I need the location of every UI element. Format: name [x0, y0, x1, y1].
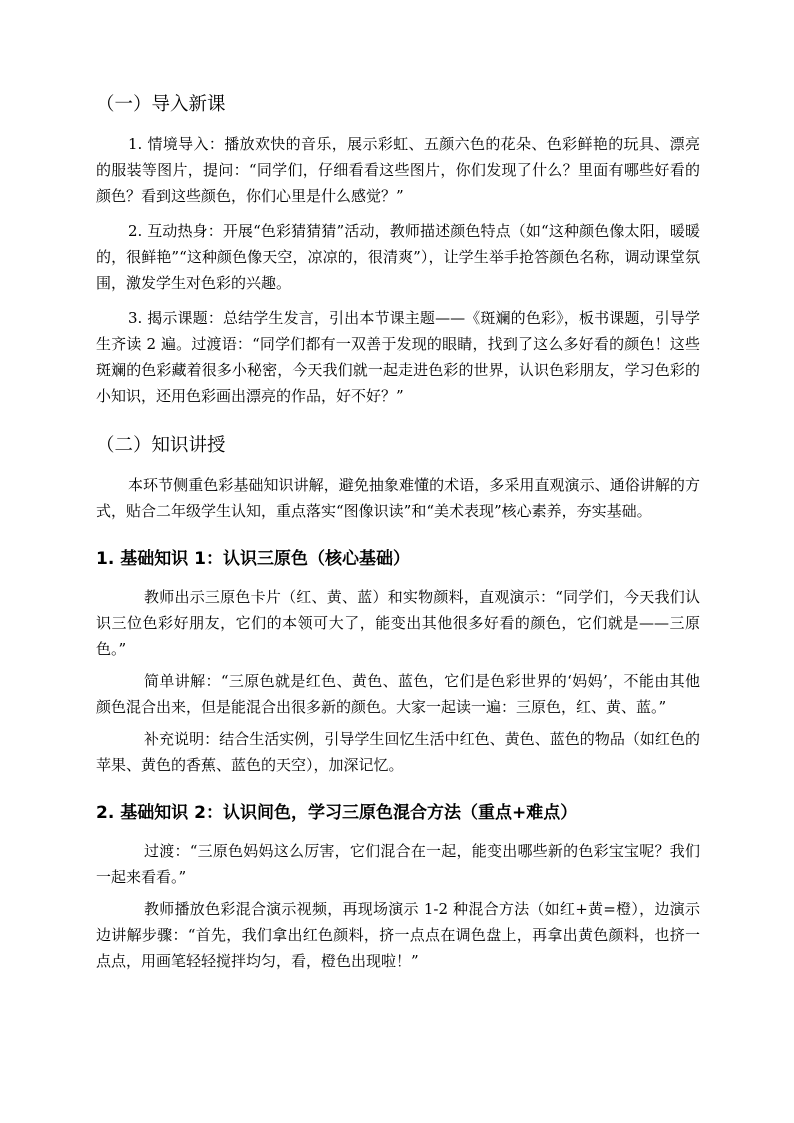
intro-paragraph-1: 1. 情境导入：播放欢快的音乐，展示彩虹、五颜六色的花朵、色彩鲜艳的玩具、漂亮的服装等图片，提问：“同学们，仔细看看这些图片，你们发现了什么？里面有哪些好看的颜色？看到这些颜色，你们心里是什么感觉？” — [96, 135, 700, 205]
intro-paragraph-3: 3. 揭示课题：总结学生发言，引出本节课主题——《斑斓的色彩》，板书课题，引导学生齐读 2 遍。过渡语：“同学们都有一双善于发现的眼睛，找到了这么多好看的颜色！这些斑斓的色彩藏着很多小秘密，今天我们就一起走进色彩的世界，认识色彩朋友，学习色彩的小知识，还用色彩画出漂亮的作品，好不好？” — [96, 309, 700, 405]
primary-colors-paragraph-1: 教师出示三原色卡片（红、黄、蓝）和实物颜料，直观演示：“同学们，今天我们认识三位色彩好朋友，它们的本领可大了，能变出其他很多好看的颜色，它们就是——三原色。” — [96, 588, 700, 658]
section-heading-intro: （一）导入新课 — [96, 94, 226, 115]
secondary-colors-paragraph-1: 过渡：“三原色妈妈这么厉害，它们混合在一起，能变出哪些新的色彩宝宝呢？我们一起来看看。” — [96, 842, 700, 886]
primary-colors-paragraph-2: 简单讲解：“三原色就是红色、黄色、蓝色，它们是色彩世界的‘妈妈’，不能由其他颜色混合出来，但是能混合出很多新的颜色。大家一起读一遍：三原色，红、黄、蓝。” — [96, 672, 700, 716]
document-page — [96, 92, 700, 980]
intro-paragraph-2: 2. 互动热身：开展“色彩猜猜猜”活动，教师描述颜色特点（如“这种颜色像太阳，暖暖的，很鲜艳”“这种颜色像天空，凉凉的，很清爽”），让学生举手抢答颜色名称，调动课堂氛围，激发学生对色彩的兴趣。 — [96, 222, 700, 292]
primary-colors-paragraph-3: 补充说明：结合生活实例，引导学生回忆生活中红色、黄色、蓝色的物品（如红色的苹果、黄色的香蕉、蓝色的天空），加深记忆。 — [96, 730, 700, 774]
knowledge-paragraph: 本环节侧重色彩基础知识讲解，避免抽象难懂的术语，多采用直观演示、通俗讲解的方式，贴合二年级学生认知，重点落实“图像识读”和“美术表现”核心素养，夯实基础。 — [96, 476, 700, 520]
secondary-colors-paragraph-2: 教师播放色彩混合演示视频，再现场演示 1-2 种混合方法（如红+黄=橙），边演示边讲解步骤：“首先，我们拿出红色颜料，挤一点点在调色盘上，再拿出黄色颜料，也挤一点点，用画笔轻轻搅拌均匀，看，橙色出现啦！” — [96, 900, 700, 970]
subsection-heading-secondary-colors: 2. 基础知识 2：认识间色，学习三原色混合方法（重点+难点） — [96, 803, 578, 823]
section-heading-knowledge: （二）知识讲授 — [96, 435, 226, 456]
subsection-heading-primary-colors: 1. 基础知识 1：认识三原色（核心基础） — [96, 549, 410, 569]
